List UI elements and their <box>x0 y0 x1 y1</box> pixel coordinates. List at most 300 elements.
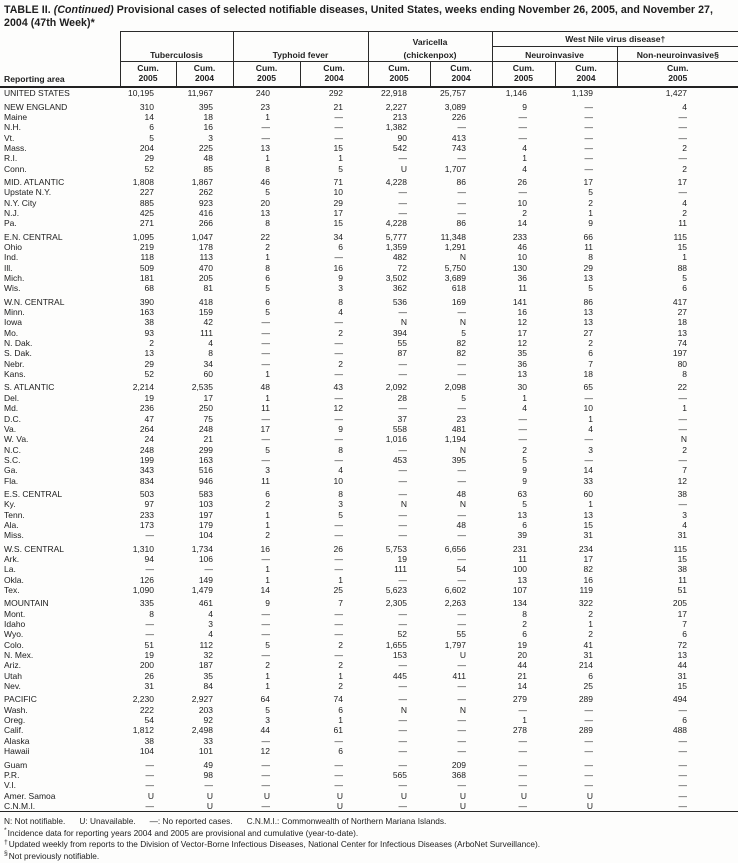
value-cell: — <box>261 769 270 780</box>
value-cell: 1,359 <box>385 242 407 252</box>
value-cell: 32 <box>203 650 213 661</box>
value-cell: 8 <box>265 262 270 273</box>
table-title-label: TABLE II. <box>4 4 51 16</box>
value-cell: — <box>457 681 467 692</box>
table-row <box>0 297 738 307</box>
value-cell: — <box>457 694 467 705</box>
value-cell: 445 <box>392 670 407 681</box>
table-row <box>0 348 738 358</box>
value-cell: 3 <box>208 132 213 143</box>
table-row <box>0 283 738 293</box>
value-cell: — <box>518 122 528 133</box>
value-cell: 8 <box>265 163 270 174</box>
value-cell: — <box>261 327 270 338</box>
reporting-area-cell: Ill. <box>4 262 13 273</box>
table-row <box>0 218 738 228</box>
value-cell: 29 <box>144 153 154 164</box>
value-cell: 1 <box>265 574 270 585</box>
value-cell: U <box>400 790 407 801</box>
value-cell: 25,757 <box>440 88 467 99</box>
value-cell: — <box>398 187 407 198</box>
value-cell: 29 <box>333 197 343 208</box>
legend-no-reported-cases: —: No reported cases. <box>149 816 233 827</box>
value-cell: N <box>459 499 467 510</box>
value-cell: 8 <box>338 488 343 499</box>
value-cell: 6 <box>522 629 528 640</box>
value-cell: — <box>518 434 528 445</box>
table-title-continued: (Continued) <box>53 4 114 16</box>
reporting-area-cell: NEW ENGLAND <box>4 101 68 112</box>
value-cell: — <box>261 434 270 445</box>
reporting-area-cell: MOUNTAIN <box>4 598 49 609</box>
value-cell: 31 <box>677 530 688 541</box>
value-cell: — <box>457 553 467 564</box>
value-cell: 9 <box>338 423 343 434</box>
value-cell: 126 <box>139 574 154 585</box>
value-cell: 1,139 <box>571 88 594 99</box>
table-row <box>0 102 738 112</box>
reporting-area-cell: N.Y. City <box>4 197 37 208</box>
reporting-area-cell: Ala. <box>4 519 19 530</box>
value-cell: 2,230 <box>132 694 154 705</box>
notifiable-diseases-table <box>0 31 738 812</box>
value-cell: 204 <box>139 142 154 153</box>
reporting-area-cell: Amer. Samoa <box>4 790 56 801</box>
table-row <box>0 791 738 801</box>
value-cell: 4 <box>522 142 528 153</box>
value-cell: 322 <box>578 598 594 609</box>
value-cell: 37 <box>397 413 407 424</box>
value-cell: 38 <box>144 317 154 328</box>
value-cell: 2,498 <box>191 725 213 736</box>
value-cell: — <box>678 735 688 746</box>
value-cell: — <box>678 499 688 510</box>
value-cell: 503 <box>139 488 154 499</box>
value-cell: 250 <box>198 403 213 414</box>
value-cell: 10 <box>517 197 528 208</box>
value-cell: 118 <box>140 252 154 263</box>
value-cell: 4,228 <box>385 218 407 229</box>
value-cell: — <box>334 553 343 564</box>
table-row <box>0 133 738 143</box>
value-cell: N <box>459 252 467 263</box>
value-cell: 1 <box>265 564 270 575</box>
value-cell: — <box>457 715 467 726</box>
value-cell: 65 <box>583 382 594 393</box>
value-cell: 17 <box>583 553 594 564</box>
value-cell: — <box>398 307 407 318</box>
value-cell: 48 <box>456 519 467 530</box>
value-cell: 31 <box>677 670 688 681</box>
value-cell: 1 <box>265 519 270 530</box>
value-cell: — <box>584 142 594 153</box>
value-cell: 418 <box>198 296 213 307</box>
value-cell: 141 <box>512 296 528 307</box>
value-cell: — <box>398 759 407 770</box>
value-cell: 15 <box>333 142 343 153</box>
value-cell: 6 <box>265 273 270 284</box>
value-cell: — <box>334 392 343 403</box>
value-cell: 6 <box>338 704 343 715</box>
value-cell: — <box>678 132 688 143</box>
reporting-area-cell: Idaho <box>4 619 26 630</box>
value-cell: — <box>398 530 407 541</box>
value-cell: 3 <box>338 283 343 294</box>
value-cell: 3 <box>588 444 594 455</box>
table-row <box>0 736 738 746</box>
reporting-area-cell: W.N. CENTRAL <box>4 296 65 307</box>
value-cell: 7 <box>588 358 594 369</box>
value-cell: 41 <box>583 639 594 650</box>
value-cell: — <box>398 800 407 811</box>
table-row <box>0 317 738 327</box>
table-row <box>0 187 738 197</box>
value-cell: 5 <box>265 704 270 715</box>
table-row <box>0 424 738 434</box>
value-cell: 163 <box>139 307 154 318</box>
value-cell: — <box>678 454 688 465</box>
value-cell: U <box>586 800 594 811</box>
table-row <box>0 770 738 780</box>
value-cell: 8 <box>338 444 343 455</box>
value-cell: 3,502 <box>385 273 407 284</box>
table-row <box>0 369 738 379</box>
value-cell: 5 <box>265 283 270 294</box>
value-cell: 11 <box>261 475 270 486</box>
value-cell: 4 <box>522 403 528 414</box>
value-cell: 15 <box>677 681 688 692</box>
reporting-area-cell: Ky. <box>4 499 16 510</box>
reporting-area-cell: Vt. <box>4 132 15 143</box>
value-cell: 1 <box>265 681 270 692</box>
value-cell: 7 <box>338 598 343 609</box>
value-cell: 1 <box>265 369 270 380</box>
value-cell: — <box>261 629 270 640</box>
value-cell: 2 <box>265 499 270 510</box>
value-cell: 1,707 <box>444 163 467 174</box>
value-cell: 52 <box>397 629 407 640</box>
reporting-area-cell: N.J. <box>4 207 20 218</box>
value-cell: — <box>261 800 270 811</box>
value-cell: 4 <box>338 307 343 318</box>
value-cell: 2 <box>522 444 528 455</box>
value-cell: 16 <box>260 543 270 554</box>
value-cell: 2,098 <box>444 382 467 393</box>
value-cell: 149 <box>198 574 213 585</box>
table-row <box>0 609 738 619</box>
value-cell: 81 <box>203 283 213 294</box>
col-header-neuro-2004: Cum. 2004 <box>555 62 617 88</box>
reporting-area-cell: Utah <box>4 670 22 681</box>
value-cell: — <box>145 629 154 640</box>
table-row <box>0 87 738 98</box>
value-cell: — <box>334 608 343 619</box>
value-cell: — <box>678 423 688 434</box>
value-cell: 26 <box>517 176 528 187</box>
value-cell: 1,734 <box>191 543 213 554</box>
value-cell: — <box>678 759 688 770</box>
value-cell: 516 <box>198 465 213 476</box>
table-row <box>0 403 738 413</box>
value-cell: 72 <box>677 639 688 650</box>
reporting-area-cell: Ohio <box>4 242 22 252</box>
value-cell: — <box>261 317 270 328</box>
footnote-legend <box>4 816 734 828</box>
value-cell: 17 <box>677 176 688 187</box>
value-cell: 343 <box>139 465 154 476</box>
value-cell: 13 <box>260 207 270 218</box>
value-cell: N <box>400 499 407 510</box>
value-cell: 4 <box>522 163 528 174</box>
value-cell: 68 <box>144 283 154 294</box>
value-cell: 234 <box>578 543 594 554</box>
value-cell: 16 <box>583 574 594 585</box>
value-cell: — <box>398 519 407 530</box>
value-cell: U <box>459 790 467 801</box>
reporting-area-cell: S. Dak. <box>4 348 32 359</box>
value-cell: 488 <box>672 725 688 736</box>
value-cell: 44 <box>677 660 688 671</box>
value-cell: 94 <box>144 553 154 564</box>
typhoid-fever-header: Typhoid fever <box>233 47 368 62</box>
value-cell: 2 <box>682 207 688 218</box>
value-cell: 29 <box>583 262 594 273</box>
value-cell: 20 <box>517 650 528 661</box>
value-cell: 4,228 <box>385 176 407 187</box>
value-cell: 923 <box>198 197 213 208</box>
value-cell: 2,535 <box>191 382 213 393</box>
value-cell: 5 <box>588 187 594 198</box>
value-cell: 278 <box>512 725 528 736</box>
table-row <box>0 307 738 317</box>
value-cell: 1,146 <box>505 88 528 99</box>
value-cell: 2 <box>338 358 343 369</box>
value-cell: 1 <box>265 111 270 122</box>
value-cell: 13 <box>517 574 528 585</box>
footnotes <box>0 812 738 862</box>
value-cell: 197 <box>198 509 213 520</box>
value-cell: 29 <box>144 358 154 369</box>
reporting-area-cell: Colo. <box>4 639 24 650</box>
value-cell: 395 <box>451 454 467 465</box>
value-cell: 163 <box>198 454 213 465</box>
value-cell: 14 <box>517 681 528 692</box>
value-cell: 5,777 <box>385 231 407 242</box>
value-cell: 55 <box>397 338 407 349</box>
value-cell: 27 <box>677 307 688 318</box>
value-cell: 85 <box>203 163 213 174</box>
value-cell: 27 <box>583 327 594 338</box>
value-cell: — <box>145 800 154 811</box>
value-cell: 197 <box>672 348 688 359</box>
value-cell: 86 <box>456 218 467 229</box>
reporting-area-cell: Tex. <box>4 585 20 595</box>
value-cell: 1,194 <box>444 434 467 445</box>
value-cell: 12 <box>333 403 343 414</box>
value-cell: 134 <box>512 598 528 609</box>
value-cell: 46 <box>517 242 528 252</box>
value-cell: 1,812 <box>132 725 154 736</box>
value-cell: 542 <box>392 142 407 153</box>
value-cell: 205 <box>198 273 213 284</box>
value-cell: — <box>398 207 407 218</box>
value-cell: 8 <box>208 348 213 359</box>
value-cell: 6 <box>682 715 688 726</box>
col-header-typhoid-2004: Cum. 2004 <box>300 62 368 88</box>
reporting-area-cell: Del. <box>4 392 20 403</box>
value-cell: 14 <box>517 218 528 229</box>
value-cell: — <box>261 348 270 359</box>
value-cell: 130 <box>512 262 528 273</box>
typhoid-group-top <box>233 32 368 47</box>
value-cell: 7 <box>682 619 688 630</box>
value-cell: 618 <box>451 283 467 294</box>
value-cell: 200 <box>139 660 154 671</box>
reporting-area-cell: Mont. <box>4 608 26 619</box>
table-row <box>0 510 738 520</box>
reporting-area-cell: Tenn. <box>4 509 25 520</box>
col-header-tb-2004: Cum. 2004 <box>176 62 233 88</box>
value-cell: 8 <box>338 296 343 307</box>
value-cell: — <box>398 608 407 619</box>
value-cell: — <box>678 392 688 403</box>
reporting-area-cell: W. Va. <box>4 434 29 445</box>
value-cell: 35 <box>517 348 528 359</box>
reporting-area-cell: Upstate N.Y. <box>4 187 52 198</box>
value-cell: — <box>457 509 467 520</box>
value-cell: — <box>518 111 528 122</box>
reporting-area-cell: La. <box>4 564 16 575</box>
value-cell: — <box>334 369 343 380</box>
value-cell: 26 <box>144 670 154 681</box>
table-row <box>0 328 738 338</box>
value-cell: 509 <box>139 262 154 273</box>
reporting-area-cell: UNITED STATES <box>4 88 70 99</box>
value-cell: 2 <box>149 338 154 349</box>
value-cell: 6 <box>149 122 154 133</box>
value-cell: — <box>457 660 467 671</box>
value-cell: 335 <box>139 598 154 609</box>
value-cell: 1 <box>265 392 270 403</box>
table-row <box>0 598 738 608</box>
value-cell: 1,427 <box>665 88 688 99</box>
table-row <box>0 619 738 629</box>
reporting-area-cell: Pa. <box>4 218 17 229</box>
value-cell: 82 <box>456 338 467 349</box>
value-cell: U <box>586 790 594 801</box>
value-cell: — <box>584 454 594 465</box>
value-cell: — <box>584 434 594 445</box>
value-cell: 10 <box>333 475 343 486</box>
table-row <box>0 393 738 403</box>
value-cell: 5 <box>588 283 594 294</box>
value-cell: 289 <box>578 725 594 736</box>
value-cell: 461 <box>198 598 213 609</box>
table-row <box>0 564 738 574</box>
value-cell: 9 <box>522 101 528 112</box>
reporting-area-cell: S. ATLANTIC <box>4 382 55 393</box>
value-cell: 248 <box>139 444 154 455</box>
value-cell: — <box>457 574 467 585</box>
value-cell: 14 <box>583 465 594 476</box>
value-cell: N <box>459 317 467 328</box>
footnote-asterisk: *Incidence data for reporting years 2004 and 2005 are provisional and cumulative (year-to-date). <box>4 827 359 838</box>
value-cell: 222 <box>139 704 154 715</box>
value-cell: — <box>398 574 407 585</box>
value-cell: — <box>457 725 467 736</box>
reporting-area-cell: Ariz. <box>4 660 21 671</box>
reporting-area-cell: Guam <box>4 759 28 770</box>
value-cell: 93 <box>144 327 154 338</box>
reporting-area-cell: P.R. <box>4 769 20 780</box>
value-cell: — <box>398 153 407 164</box>
reporting-area-cell: Minn. <box>4 307 25 318</box>
value-cell: 2 <box>588 197 594 208</box>
reporting-area-cell: E.S. CENTRAL <box>4 488 63 499</box>
west-nile-group-header: West Nile virus disease† <box>492 32 738 47</box>
value-cell: 8 <box>149 608 154 619</box>
value-cell: 5 <box>265 639 270 650</box>
reporting-area-cell: N.C. <box>4 444 21 455</box>
value-cell: 1 <box>265 153 270 164</box>
value-cell: 8 <box>588 252 594 263</box>
table-row <box>0 273 738 283</box>
value-cell: 19 <box>144 650 154 661</box>
value-cell: — <box>334 317 343 328</box>
value-cell: 213 <box>392 111 407 122</box>
reporting-area-cell: Ark. <box>4 553 20 564</box>
reporting-area-cell: Mo. <box>4 327 19 338</box>
value-cell: 46 <box>260 176 270 187</box>
value-cell: 12 <box>517 338 528 349</box>
value-cell: 82 <box>456 348 467 359</box>
value-cell: 1 <box>265 670 270 681</box>
table-row <box>0 660 738 670</box>
table-row <box>0 414 738 424</box>
value-cell: 13 <box>260 142 270 153</box>
reporting-area-cell: PACIFIC <box>4 694 37 705</box>
reporting-area-cell: N.H. <box>4 122 21 133</box>
value-cell: — <box>334 735 343 746</box>
value-cell: — <box>261 650 270 661</box>
value-cell: — <box>398 715 407 726</box>
reporting-area-cell: Ind. <box>4 252 19 263</box>
value-cell: 233 <box>139 509 154 520</box>
value-cell: 112 <box>199 639 213 650</box>
value-cell: 203 <box>198 704 213 715</box>
value-cell: 1,382 <box>385 122 407 133</box>
value-cell: — <box>518 735 528 746</box>
value-cell: 26 <box>333 543 343 554</box>
col-header-varicella-2004: Cum. 2004 <box>430 62 492 88</box>
value-cell: 4 <box>682 519 688 530</box>
table-body <box>0 87 738 812</box>
value-cell: 17 <box>583 176 594 187</box>
value-cell: 2,214 <box>132 382 154 393</box>
value-cell: 13 <box>517 509 528 520</box>
value-cell: 292 <box>328 88 343 99</box>
value-cell: 5,750 <box>444 262 467 273</box>
value-cell: 24 <box>144 434 154 445</box>
value-cell: 1 <box>588 499 594 510</box>
value-cell: — <box>398 509 407 520</box>
value-cell: 946 <box>198 475 213 486</box>
value-cell: — <box>584 704 594 715</box>
value-cell: 2 <box>588 338 594 349</box>
reporting-area-cell: Okla. <box>4 574 24 585</box>
value-cell: 279 <box>512 694 528 705</box>
value-cell: 111 <box>200 327 213 338</box>
